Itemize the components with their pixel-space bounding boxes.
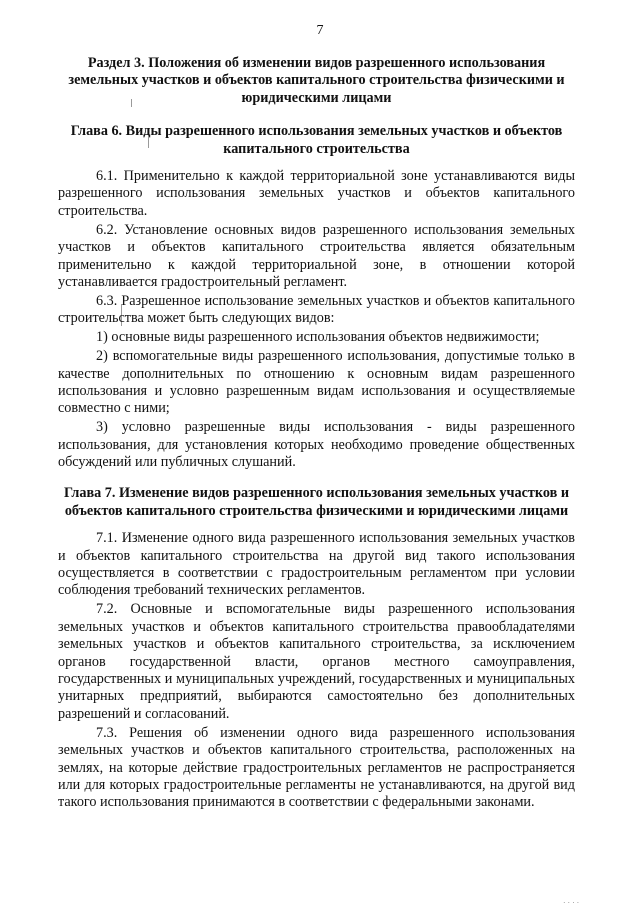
list-item-3: 3) условно разрешенные виды использования - виды разрешенного использования, для установления которых необходимо проведение общественных обсуждений или публичных слушаний. bbox=[58, 419, 575, 471]
scan-artifact-dots: .... bbox=[563, 896, 582, 905]
list-item-1: 1) основные виды разрешенного использования объектов недвижимости; bbox=[96, 329, 540, 346]
paragraph-6-3: 6.3. Разрешенное использование земельных участков и объектов капитального строительства может быть следующих видов: bbox=[58, 292, 575, 327]
paragraph-7-1: 7.1. Изменение одного вида разрешенного использования земельных участков и объектов капитального строительства на другой вид такого использования осуществляется в соответствии с градостроительным регламентом при условии соблюдения требований технических регламентов. bbox=[58, 530, 575, 599]
paragraph-7-2: 7.2. Основные и вспомогательные виды разрешенного использования земельных участков и объектов капитального строительства правообладателями земельных участков и объектов капитального строительства, за исключением органов государственной власти, органов местного самоуправления, государственных и муниципальных учреждений, государственных и муниципальных унитарных предприятий, выбираются самостоятельно без дополнительных разрешений и согласований. bbox=[58, 601, 575, 722]
paragraph-6-1: 6.1. Применительно к каждой территориальной зоне устанавливаются виды разрешенного использования земельных участков и объектов капитального строительства. bbox=[58, 168, 575, 219]
section-heading: Раздел 3. Положения об изменении видов разрешенного использования земельных участков и объектов капитального строительства физическими и юридическими лицами bbox=[68, 55, 565, 106]
chapter-7-heading: Глава 7. Изменение видов разрешенного использования земельных участков и объектов капитального строительства физическими и юридическими лицами bbox=[64, 485, 569, 519]
document-body bbox=[58, 55, 575, 813]
chapter-6-heading: Глава 6. Виды разрешенного использования земельных участков и объектов капитального строительства bbox=[70, 123, 563, 157]
list-item-2: 2) вспомогательные виды разрешенного использования, допустимые только в качестве дополнительных по отношению к основным видам разрешенного использования и условно разрешенным видам использования и осуществляемые совместно с ними; bbox=[58, 348, 575, 417]
page-number: 7 bbox=[316, 23, 324, 38]
paragraph-7-3: 7.3. Решения об изменении одного вида разрешенного использования земельных участков и объектов капитального строительства, расположенных на землях, на которые действие градостроительных регламентов не распространяется или для которых градостроительные регламенты не устанавливаются, на другой вид такого использования принимаются в соответствии с федеральными законами. bbox=[58, 724, 575, 811]
paragraph-6-2: 6.2. Установление основных видов разрешенного использования земельных участков и объектов капитального строительства является обязательным применительно к каждой территориальной зоне, в отношении которой устанавливается градостроительный регламент. bbox=[58, 221, 575, 290]
